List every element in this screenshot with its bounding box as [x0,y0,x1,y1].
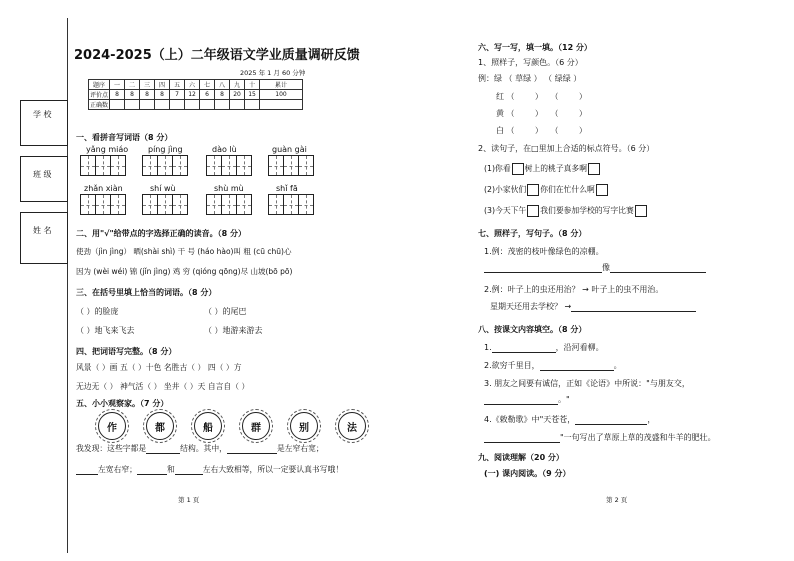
sentence-text: 我们要参加学校的写字比赛 [540,206,634,215]
answer-blank[interactable] [575,424,647,425]
q5-line-2 [76,464,343,475]
answer-blank[interactable] [540,370,614,371]
page-title: 2024-2025（上）二年级语文学业质量调研反馈 [74,48,360,63]
answer-blank[interactable] [492,352,556,353]
q4-line-1: 风景（ ）画 五（ ）十色 名胜古（ ） 四（ ）方 [76,363,242,372]
q5-line-1 [76,443,324,454]
q5-text: 左宽右窄； [98,465,137,474]
class-box[interactable] [20,156,68,202]
q6-sub1: 1、照样子，写颜色。（6 分） [478,58,583,67]
table-cell: 题序 [89,80,110,90]
q3-item-2: （ ）的尾巴 [204,307,247,316]
name-box[interactable] [20,212,68,264]
score-row-points [89,90,303,100]
class-label: 班 级 [33,170,52,179]
char-flower: 作 [98,412,126,440]
q8-text: ， [647,415,656,424]
q5-text: 和 [166,465,175,474]
table-cell: 8 [140,90,155,100]
writing-grid[interactable] [142,194,188,215]
pinyin-2: píng jìng [148,145,183,154]
q7-answer-2 [490,301,696,312]
answer-blank[interactable] [137,474,167,475]
answer-blank[interactable] [484,272,602,273]
punct-sentence-1 [484,163,601,175]
punct-sentence-2 [484,184,609,196]
q2-heading: 二、用"√"给带点的字选择正确的读音。（8 分） [76,229,247,238]
q5-text: 是左窄右宽； [276,444,324,453]
q7-example-2: 2.例：叶子上的虫还用治？ → 叶子上的虫不用治。 [484,285,664,294]
q8-text: 4.《敕勒歌》中"天苍苍， [484,415,576,424]
char-flower: 别 [290,412,318,440]
table-cell: 15 [245,90,260,100]
q5-heading: 五、小小观察家。（7 分） [76,399,169,408]
punct-box[interactable] [588,163,600,175]
school-label: 学 校 [33,110,52,119]
table-cell[interactable] [245,100,260,110]
q6-example: 例：绿 （ 草绿 ） （ 绿绿 ） [478,74,582,83]
q8-text: ，沿河看柳。 [555,343,604,352]
subtitle: 2025 年 1 月 60 分钟 [240,69,306,77]
punct-box[interactable] [512,163,524,175]
punct-box[interactable] [635,205,647,217]
table-cell: 100 [260,90,303,100]
table-cell: 四 [155,80,170,90]
color-row-white: 白 （ ） （ ） [496,126,587,135]
table-cell[interactable] [125,100,140,110]
char-flower: 法 [338,412,366,440]
q5-text: 我发现：这些字都是 [76,444,147,453]
table-cell[interactable] [170,100,185,110]
color-label: 黄 [496,109,504,118]
q7-question: 星期天还用去学校？ → [490,302,572,311]
q1-heading: 一、看拼音写词语（8 分） [76,133,173,142]
table-cell: 12 [185,90,200,100]
pinyin-6: shí wù [150,184,176,193]
q8-line-2 [484,360,622,371]
writing-grid[interactable] [206,194,252,215]
q9-heading: 九、阅读理解（20 分） [478,453,564,462]
table-cell: 一 [110,80,125,90]
table-cell: 五 [170,80,185,90]
q7-answer-1 [484,262,706,273]
table-cell: 8 [215,90,230,100]
table-cell: 正确数 [89,100,110,110]
table-cell: 八 [215,80,230,90]
q8-text: 。 [613,361,622,370]
writing-grid[interactable] [80,194,126,215]
writing-grid[interactable] [206,155,252,176]
sentence-text: (1)你看 [484,164,511,173]
q2-line-1: 使劲（jìn jìng） 晒(shài shì) 干 号 (háo hào)叫 粗 (cū chū)心 [76,247,292,256]
q7-heading: 七、照样子，写句子。（8 分） [478,229,587,238]
q8-line-4 [484,414,655,425]
table-cell: 6 [200,90,215,100]
writing-grid[interactable] [268,194,314,215]
score-row-correct [89,100,303,110]
q7-word: 像 [602,263,610,272]
table-cell: 7 [170,90,185,100]
table-cell: 九 [230,80,245,90]
writing-grid[interactable] [142,155,188,176]
answer-blank[interactable] [484,404,558,405]
table-cell: 三 [140,80,155,90]
q8-heading: 八、按课文内容填空。（8 分） [478,325,587,334]
q9-sub: (一) 课内阅读。（9 分） [484,469,571,478]
q5-text: 结构。其中， [180,444,227,453]
table-cell[interactable] [140,100,155,110]
punct-box[interactable] [527,184,539,196]
q8-text: "一句写出了草原上草的茂盛和牛羊的肥壮。 [560,433,716,442]
color-label: 白 [496,126,504,135]
char-flower: 船 [194,412,222,440]
sentence-text: 树上的桃子真多啊 [524,164,588,173]
table-cell: 8 [155,90,170,100]
table-cell: 8 [110,90,125,100]
sentence-text: 你们在忙什么啊 [540,185,595,194]
answer-blank[interactable] [175,474,203,475]
table-cell: 七 [200,80,215,90]
binding-line [67,18,68,553]
table-cell: 8 [125,90,140,100]
pinyin-1: yǎng miáo [86,145,129,154]
q3-item-4: （ ）地游来游去 [204,326,263,335]
color-row-yellow: 黄 （ ） （ ） [496,109,587,118]
q7-example-1: 1.例：茂密的枝叶像绿色的凉棚。 [484,247,604,256]
punct-box[interactable] [527,205,539,217]
writing-grid[interactable] [80,155,126,176]
color-label: 红 [496,92,504,101]
punct-sentence-3 [484,205,648,217]
table-cell: 20 [230,90,245,100]
pinyin-7: shù mù [214,184,244,193]
answer-blank[interactable] [76,474,98,475]
table-cell[interactable] [200,100,215,110]
q3-heading: 三、在括号里填上恰当的词语。（8 分） [76,288,217,297]
table-cell[interactable] [185,100,200,110]
q8-line-3: 3. 朋友之间要有诚信，正如《论语》中所说："与朋友交， [484,379,690,388]
answer-blank[interactable] [484,442,560,443]
answer-blank[interactable] [571,311,696,312]
q5-text: 左右大致相等，所以一定要认真书写哦！ [202,465,344,474]
table-cell[interactable] [215,100,230,110]
q4-line-2: 无边无（ ） 神气活（ ） 坐井（ ）天 自言自（ ） [76,382,250,391]
q2-line-2: 因为 (wèi wéi) 锦 (jǐn jìng) 鸡 穷 (qióng qōng)尽 山坡(bō pō) [76,267,293,276]
pinyin-8: shǐ fā [276,184,298,193]
q3-item-3: （ ）地飞来飞去 [76,326,135,335]
sentence-text: (3)今天下午 [484,206,527,215]
table-cell[interactable] [230,100,245,110]
name-label: 姓 名 [33,226,52,235]
pinyin-5: zhǎn xiàn [84,184,123,193]
table-cell[interactable] [155,100,170,110]
q8-line-4b [484,432,716,443]
answer-blank[interactable] [146,453,180,454]
table-cell[interactable] [260,100,303,110]
color-row-red: 红 （ ） （ ） [496,92,587,101]
pinyin-3: dào lù [212,145,237,154]
table-cell: 六 [185,80,200,90]
page-footer-1: 第 1 页 [178,496,200,504]
q8-line-1: 1. ，沿河看柳。 [484,343,604,352]
table-cell[interactable] [110,100,125,110]
table-cell: 十 [245,80,260,90]
table-cell: 累计 [260,80,303,90]
q4-heading: 四、把词语写完整。（8 分） [76,347,177,356]
q8-text: 。" [558,395,570,404]
q8-text: 2.欲穷千里目， [484,361,540,370]
page-footer-2: 第 2 页 [606,496,628,504]
char-flower: 都 [146,412,174,440]
q8-line-3b [484,394,570,405]
answer-blank[interactable] [227,453,277,454]
table-cell: 二 [125,80,140,90]
pinyin-4: guàn gài [272,145,307,154]
school-box[interactable] [20,100,68,146]
score-table [88,79,303,110]
char-flower: 群 [242,412,270,440]
q3-item-1: （ ）的脸庞 [76,307,119,316]
answer-blank[interactable] [610,272,706,273]
punct-box[interactable] [596,184,608,196]
table-cell: 评价点 [89,90,110,100]
q6-sub2: 2、读句子，在□里加上合适的标点符号。（6 分） [478,144,655,153]
sentence-text: (2)小家伙们 [484,185,527,194]
writing-grid[interactable] [268,155,314,176]
q6-heading: 六、写一写，填一填。（12 分） [478,43,592,52]
score-row-header [89,80,303,90]
